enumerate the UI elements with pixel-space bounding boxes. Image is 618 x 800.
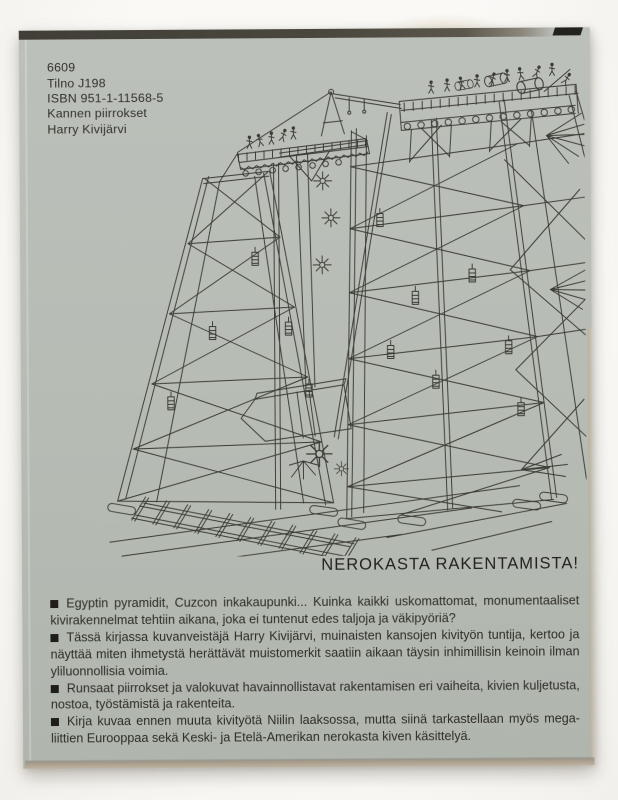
book-back-cover bbox=[19, 27, 594, 768]
blurb-paragraph bbox=[50, 626, 579, 680]
bullet-square-icon bbox=[51, 718, 59, 726]
blurb-text: Tässä kirjassa kuvanveistäjä Harry Kivijärvi, muinaisten kansojen kivityön tuntija, kertoo ja näyttää miten ihmetystä herättävät muistomerkit saatiin aikaan täysin inhimillisin keinoin ilman yliluonnollisia voimia. bbox=[50, 627, 580, 679]
blurb-text: Kirja kuvaa ennen muuta kivityötä Niilin laaksossa, mutta siinä tarkastellaan myös megaliittien Eurooppaa sekä Keski- ja Etelä-Amerikan nerokasta kiven käsittelyä. bbox=[51, 711, 581, 746]
cover-artist-credit-label: Kannen piirrokset bbox=[47, 105, 148, 121]
page-block-edge-bottom bbox=[25, 758, 594, 768]
stock-number: 6609 bbox=[46, 60, 76, 75]
bullet-square-icon bbox=[50, 634, 58, 642]
blurb-paragraph bbox=[51, 677, 580, 714]
back-cover-blurb bbox=[50, 592, 580, 747]
cover-artist-name: Harry Kivijärvi bbox=[47, 121, 127, 137]
order-code: Tilno J198 bbox=[47, 75, 106, 91]
cover-illustration bbox=[46, 39, 587, 557]
bullet-square-icon bbox=[51, 685, 59, 693]
jacket-crease bbox=[25, 40, 31, 761]
page-block-edge-right bbox=[588, 327, 595, 758]
isbn: ISBN 951-1-11568-5 bbox=[47, 91, 164, 106]
back-cover-title: NEROKASTA RAKENTAMISTA! bbox=[321, 554, 580, 574]
book-corner-mark bbox=[552, 27, 583, 35]
blurb-paragraph bbox=[51, 711, 580, 748]
book-board-top-edge bbox=[19, 27, 590, 39]
blurb-text: Egyptin pyramidit, Cuzcon inkakaupunki... Kuinka kaikki uskomattomat, monumentaaliset kivirakennelmat tehtiin aikana, joka ei tuntenut edes taljoja ja väkipyöriä? bbox=[50, 593, 580, 628]
bullet-square-icon bbox=[50, 600, 58, 608]
blurb-paragraph bbox=[50, 592, 579, 629]
blurb-text: Runsaat piirrokset ja valokuvat havainnollistavat rakentamisen eri vaiheita, kivien kuljetusta, nostoa, työstämistä ja rakenteita. bbox=[50, 677, 580, 713]
